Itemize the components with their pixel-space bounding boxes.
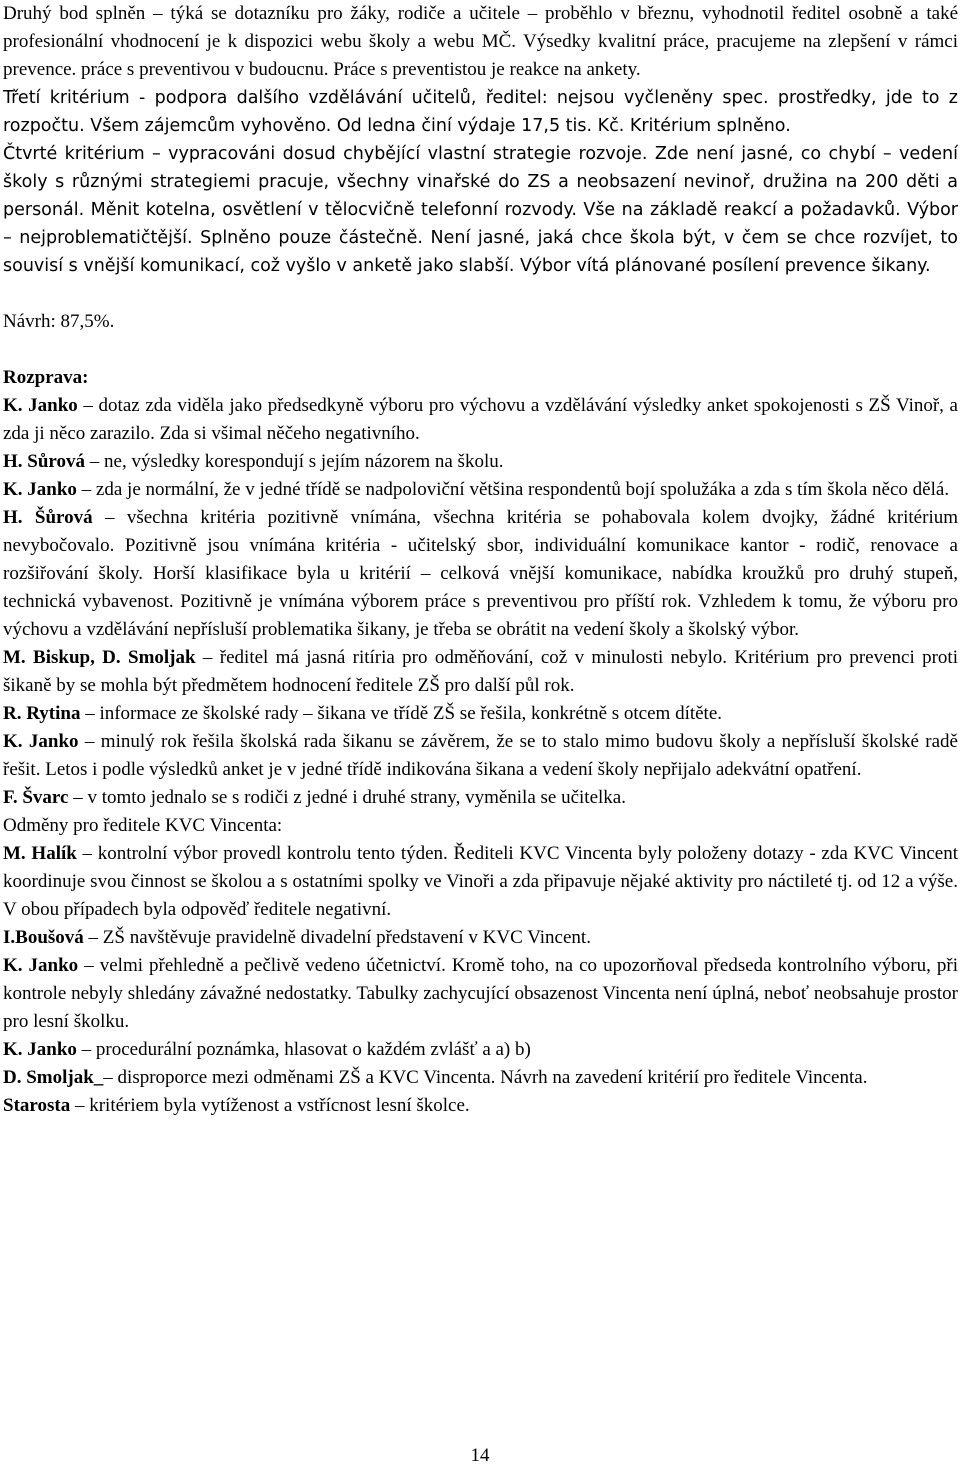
statement bbox=[3, 784, 958, 812]
statement-text: – kontrolní výbor provedl kontrolu tento týden. Řediteli KVC Vincenta byly položeny dotazy - zda KVC Vincent koordinuje svou činnost se školou a s ostatními spolky ve Vinoři a zda připavuje nějaké aktivity pro náctileté tj. od 12 a výše. V obou případech byla odpověď ředitele negativní. bbox=[3, 843, 958, 920]
speaker-name: K. Janko bbox=[3, 479, 77, 500]
statement bbox=[3, 1036, 958, 1064]
document-body bbox=[3, 0, 958, 1120]
statement bbox=[3, 728, 958, 784]
paragraph-druhy-bod bbox=[3, 0, 958, 84]
statement-text: – dotaz zda viděla jako předsedkyně výboru pro výchovu a vzdělávání výsledky anket spokojenosti s ZŠ Vinoř, a zda ji něco zarazilo. Zda si všimal něčeho negativního. bbox=[3, 395, 958, 444]
speaker-name: F. Švarc bbox=[3, 787, 69, 808]
statement-text: – ZŠ navštěvuje pravidelně divadelní představení v KVC Vincent. bbox=[83, 927, 591, 948]
statement-text: – minulý rok řešila školská rada šikanu se závěrem, že se to stalo mimo budovu školy a nepřísluší školské radě řešit. Letos i podle výsledků anket je v jedné třídě indikována šikana a vedení školy nepřijalo adekvátní opatření. bbox=[3, 731, 958, 780]
spacer bbox=[3, 280, 958, 308]
statement bbox=[3, 476, 958, 504]
statement bbox=[3, 924, 958, 952]
speaker-name: H. Šůrová bbox=[3, 507, 93, 528]
heading-text: Rozprava: bbox=[3, 367, 89, 388]
statement-text: – všechna kritéria pozitivně vnímána, všechna kritéria se pohabovala kolem dvojky, žádné kritérium nevybočovalo. Pozitivně jsou vnímána kritéria - učitelský sbor, individuální komunikace kantor - rodič, renovace a rozšiřování školy. Horší klasifikace byla u kritérií – celková vnější komunikace, nabídka kroužků pro druhý stupeň, technická vybavenost. Pozitivně je vnímána výborem práce s preventivou pro příští rok. Vzhledem k tomu, že výboru pro výchovu a vzdělávání nepřísluší problematika šikany, je třeba se obrátit na vedení školy a školský výbor. bbox=[3, 507, 958, 640]
statement bbox=[3, 700, 958, 728]
statement-text: – kritériem byla vytíženost a vstřícnost lesní školce. bbox=[70, 1095, 470, 1116]
statement bbox=[3, 392, 958, 448]
statement bbox=[3, 1064, 958, 1092]
paragraph-ctvrte-kriterium bbox=[3, 140, 958, 280]
statement bbox=[3, 840, 958, 924]
statement-text: – ředitel má jasná ritíria pro odměňování, což v minulosti nebylo. Kritérium pro prevenci proti šikaně by se mohla být předmětem hodnocení ředitele ZŠ pro další půl rok. bbox=[3, 647, 958, 696]
paragraph-text: Návrh: 87,5%. bbox=[3, 311, 115, 332]
statement-text: – procedurální poznámka, hlasovat o každém zvlášť a a) b) bbox=[76, 1039, 531, 1060]
statement bbox=[3, 952, 958, 1036]
page-number: 14 bbox=[470, 1445, 490, 1466]
section-label-odmeny bbox=[3, 812, 958, 840]
statement-text: – ne, výsledky korespondují s jejím názorem na školu. bbox=[85, 451, 504, 472]
statement bbox=[3, 504, 958, 644]
speaker-name: K. Janko bbox=[3, 395, 78, 416]
speaker-name: R. Rytina bbox=[3, 703, 81, 724]
speaker-name: M. Halík bbox=[3, 843, 77, 864]
statement bbox=[3, 1092, 958, 1120]
statement-text: – informace ze školské rady – šikana ve třídě ZŠ se řešila, konkrétně s otcem dítěte. bbox=[80, 703, 723, 724]
speaker-name: H. Sůrová bbox=[3, 451, 86, 472]
spacer bbox=[3, 336, 958, 364]
statement bbox=[3, 448, 958, 476]
speaker-name: Starosta bbox=[3, 1095, 71, 1116]
heading-rozprava bbox=[3, 364, 958, 392]
statement-text: – disproporce mezi odměnami ZŠ a KVC Vincenta. Návrh na zavedení kritérií pro ředitele Vincenta. bbox=[103, 1067, 868, 1088]
paragraph-text: Čtvrté kritérium – vypracováni dosud chybějící vlastní strategie rozvoje. Zde není jasné, co chybí – vedení školy s různými strategiemi pracuje, všechny vinařské do ZS a neobsazení nevinoř, družina na 200 děti a personál. Měnit kotelna, osvětlení v tělocvičně telefonní rozvody. Vše na základě reakcí a požadavků. Výbor – nejproblematičtější. Splněno pouze částečně. Není jasné, jaká chce škola být, v čem se chce rozvíjet, to souvisí s vnější komunikací, což vyšlo v anketě jako slabší. Výbor vítá plánované posílení prevence šikany. bbox=[3, 144, 958, 276]
speaker-name: M. Biskup, D. Smoljak bbox=[3, 647, 196, 668]
statement-text: – velmi přehledně a pečlivě vedeno účetnictví. Kromě toho, na co upozorňoval předseda kontrolního výboru, při kontrole nebyly shledány závažné nedostatky. Tabulky zachycující obsazenost Vincenta není úplná, neboť neobsahuje prostor pro lesní školku. bbox=[3, 955, 958, 1032]
speaker-name: K. Janko bbox=[3, 1039, 77, 1060]
paragraph-text: Druhý bod splněn – týká se dotazníku pro žáky, rodiče a učitele – proběhlo v březnu, vyhodnotil ředitel osobně a také profesionální vhodnocení je k dispozici webu školy a webu MČ. Výsedky kvalitní práce, pracujeme na zlepšení v rámci prevence. práce s preventivou v budoucnu. Práce s preventistou je reakce na ankety. bbox=[3, 3, 958, 80]
paragraph-text: Třetí kritérium - podpora dalšího vzdělávání učitelů, ředitel: nejsou vyčleněny spec. prostředky, jde to z rozpočtu. Všem zájemcům vyhověno. Od ledna činí výdaje 17,5 tis. Kč. Kritérium splněno. bbox=[3, 88, 958, 136]
paragraph-treti-kriterium bbox=[3, 84, 958, 140]
statement bbox=[3, 644, 958, 700]
speaker-name: K. Janko bbox=[3, 955, 79, 976]
statement-text: – v tomto jednalo se s rodiči z jedné i druhé strany, vyměnila se učitelka. bbox=[68, 787, 626, 808]
section-label-text: Odměny pro ředitele KVC Vincenta: bbox=[3, 815, 283, 836]
speaker-name: I.Boušová bbox=[3, 927, 84, 948]
speaker-name: K. Janko bbox=[3, 731, 79, 752]
paragraph-navrh bbox=[3, 308, 958, 336]
statement-text: – zda je normální, že v jedné třídě se nadpoloviční většina respondentů bojí spolužáka a zda s tím škola něco dělá. bbox=[76, 479, 950, 500]
speaker-name: D. Smoljak_ bbox=[3, 1067, 104, 1088]
